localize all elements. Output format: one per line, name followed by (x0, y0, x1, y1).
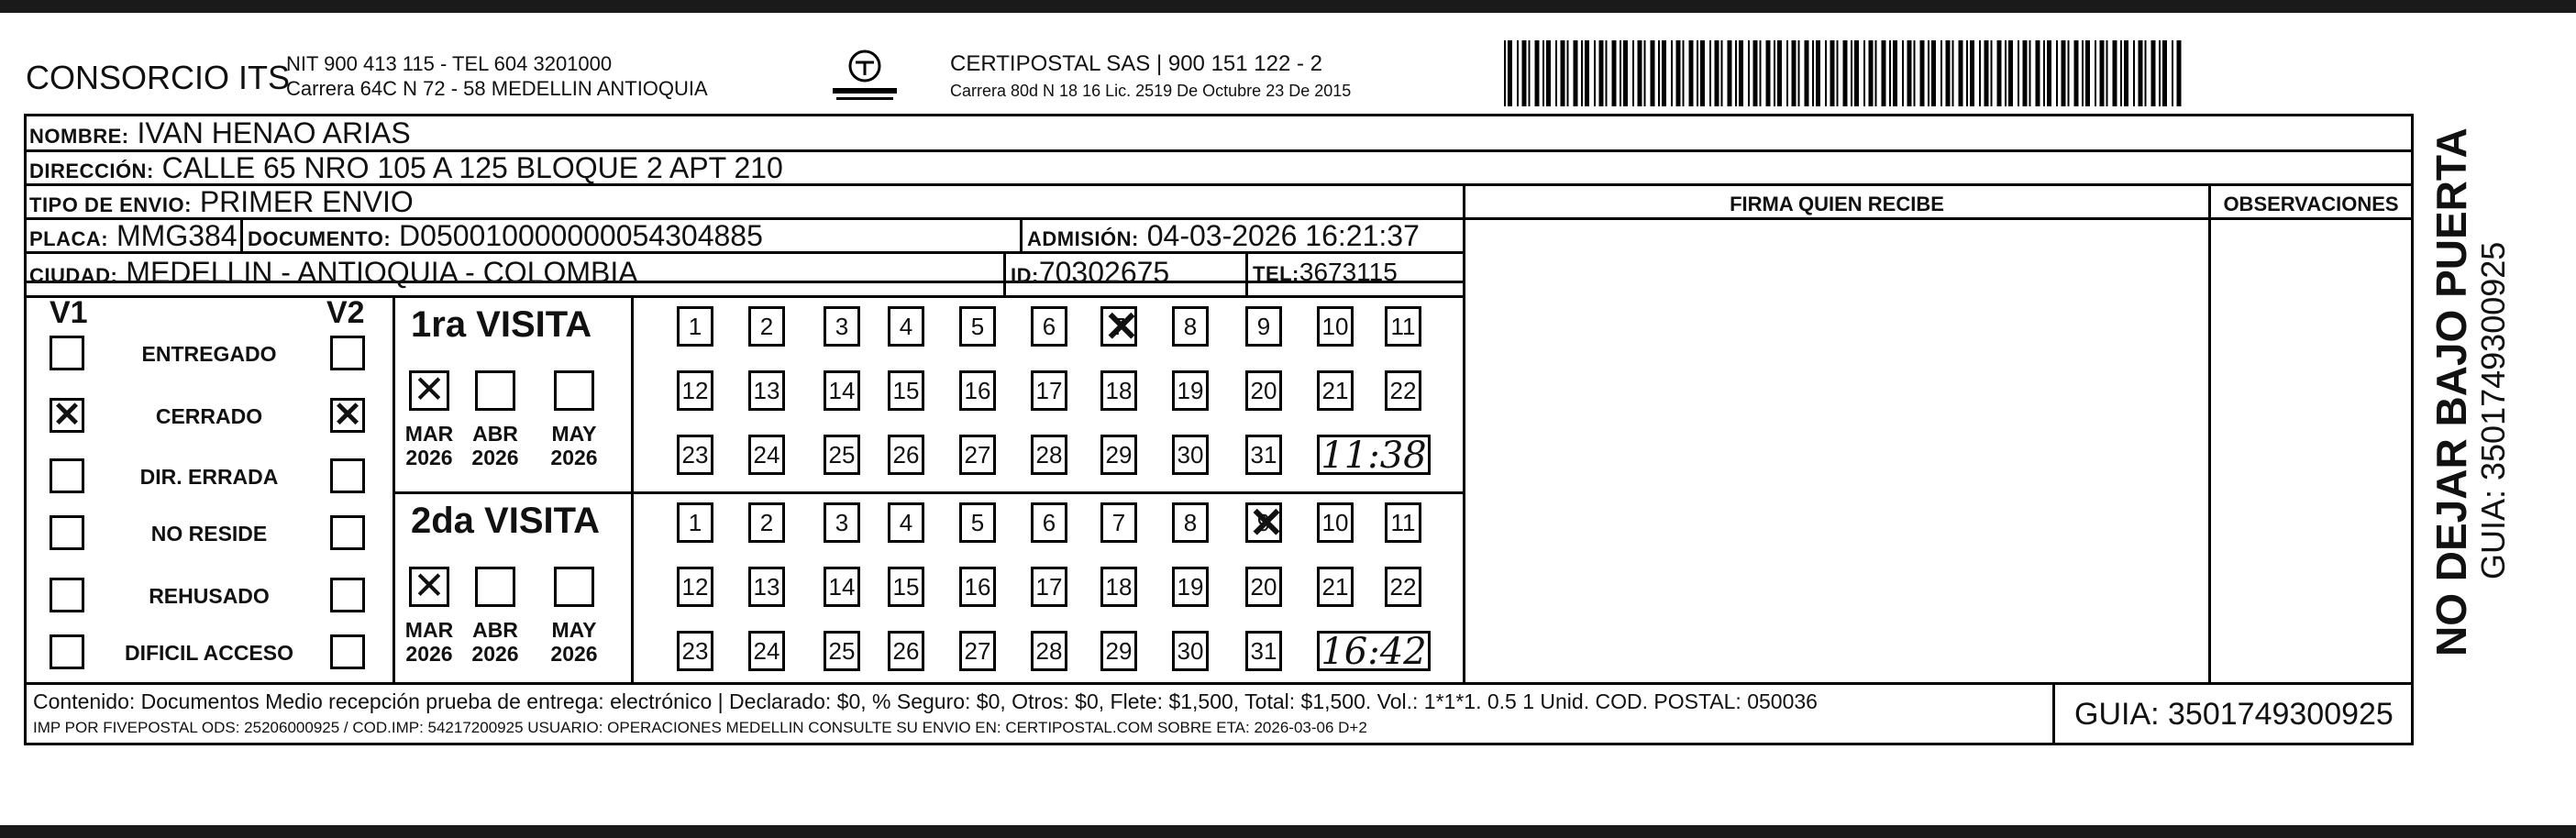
barcode-bar (1581, 40, 1583, 106)
visit-title: 2da VISITA (411, 501, 600, 541)
barcode-bar (2124, 40, 2128, 106)
do-not-leave-under-door: NO DEJAR BAJO PUERTA (2427, 127, 2475, 656)
barcode-bar (2074, 40, 2079, 106)
month-checkbox[interactable] (409, 370, 449, 411)
day-box[interactable]: 3 (824, 306, 860, 347)
month-year: 2026 (550, 642, 598, 666)
barcode-bar (1555, 40, 1557, 106)
rule (24, 295, 1465, 298)
barcode-bar (2029, 40, 2031, 106)
barcode-bar (1991, 40, 1993, 106)
barcode-bar (1774, 40, 1775, 106)
month-year: 2026 (405, 642, 453, 666)
barcode-bar (1567, 40, 1569, 106)
barcode-bar (2082, 40, 2084, 106)
field-label: TEL: (1253, 262, 1299, 285)
company-address: Carrera 64C N 72 - 58 MEDELLIN ANTIOQUIA (286, 77, 708, 100)
day-box[interactable]: 28 (1031, 435, 1067, 475)
rule (24, 743, 2414, 745)
barcode-bar (1632, 40, 1634, 106)
rule (24, 114, 27, 745)
barcode-bar (2106, 40, 2108, 106)
month-label (541, 618, 607, 666)
day-box[interactable]: 17 (1031, 567, 1067, 607)
day-box[interactable]: 22 (1385, 370, 1421, 411)
v1-checkbox[interactable] (50, 398, 84, 433)
field-label: CIUDAD: (29, 264, 118, 287)
barcode-bar (1658, 40, 1660, 106)
rule (1003, 251, 1006, 295)
barcode-bar (2113, 40, 2117, 106)
day-box[interactable]: 29 (1100, 631, 1137, 671)
barcode-bar (1644, 40, 1646, 106)
day-box[interactable]: 8 (1172, 502, 1209, 543)
day-box[interactable]: 3 (824, 502, 860, 543)
month-label (541, 422, 607, 469)
barcode-bar (1825, 40, 1827, 106)
v1-checkbox[interactable] (50, 515, 84, 550)
barcode-bar (1620, 40, 1621, 106)
barcode-bar (1728, 40, 1732, 106)
barcode-bar (1979, 40, 1981, 106)
barcode-bar (1529, 40, 1531, 106)
rule (631, 295, 634, 685)
company-nit-tel: NIT 900 413 115 - TEL 604 3201000 (286, 52, 613, 75)
day-box[interactable]: 12 (677, 567, 713, 607)
barcode-bar (1889, 40, 1891, 106)
day-box[interactable]: 31 (1245, 631, 1282, 671)
barcode-bar (1542, 40, 1544, 106)
barcode-bar (1561, 40, 1565, 106)
document-value: D050010000000054304885 (399, 219, 763, 252)
month-year: 2026 (471, 446, 519, 469)
month-checkbox[interactable] (475, 567, 515, 607)
tel-value: 3673115 (1299, 258, 1398, 286)
barcode-bar (1574, 40, 1578, 106)
barcode-bar (1946, 40, 1951, 106)
plate-value: MMG384 (116, 219, 238, 252)
barcode-bar (1959, 40, 1963, 106)
barcode-bar (1671, 40, 1673, 106)
barcode-bar (1952, 40, 1954, 106)
barcode-bar (1735, 40, 1737, 106)
v1-checkbox[interactable] (50, 634, 84, 669)
rule (1245, 251, 1248, 295)
day-box[interactable]: 19 (1172, 567, 1209, 607)
day-box[interactable]: 14 (824, 567, 860, 607)
barcode-bar (2062, 40, 2066, 106)
barcode-bar (2145, 40, 2147, 106)
barcode (1504, 40, 2188, 106)
barcode-bar (1843, 40, 1848, 106)
rule (1020, 217, 1023, 251)
month-label (396, 618, 462, 666)
barcode-bar (1893, 40, 1897, 106)
month-label (462, 422, 528, 469)
city-value: MEDELLIN - ANTIOQUIA - COLOMBIA (126, 256, 638, 289)
barcode-bar (1662, 40, 1666, 106)
barcode-bar (1970, 40, 1974, 106)
month-name: MAY (551, 618, 597, 642)
barcode-bar (2177, 40, 2182, 106)
barcode-bar (1931, 40, 1936, 106)
company-name: CONSORCIO ITS (26, 59, 291, 96)
day-box[interactable]: 30 (1172, 435, 1209, 475)
barcode-bar (1882, 40, 1886, 106)
month-label (396, 422, 462, 469)
barcode-bar (2068, 40, 2070, 106)
day-box[interactable]: 6 (1031, 502, 1067, 543)
barcode-bar (1920, 40, 1925, 106)
barcode-bar (2036, 40, 2040, 106)
day-box[interactable]: 15 (888, 567, 924, 607)
barcode-bar (1940, 40, 1942, 106)
day-box[interactable]: 18 (1100, 567, 1137, 607)
barcode-bar (2047, 40, 2051, 106)
barcode-bar (2172, 40, 2173, 106)
day-box[interactable]: 20 (1245, 370, 1282, 411)
address-value: CALLE 65 NRO 105 A 125 BLOQUE 2 APT 210 (161, 151, 783, 184)
v2-checkbox[interactable] (330, 578, 365, 612)
visit-time-handwritten[interactable]: 16:42 (1317, 631, 1431, 671)
v2-checkbox[interactable] (330, 458, 365, 493)
barcode-bar (2023, 40, 2028, 106)
field-label: TIPO DE ENVIO: (29, 193, 192, 216)
barcode-bar (1985, 40, 1989, 106)
barcode-bar (1689, 40, 1694, 106)
v1-checkbox[interactable] (50, 458, 84, 493)
admission-value: 04-03-2026 16:21:37 (1146, 219, 1420, 252)
shipment-type-field (29, 186, 414, 221)
address-field (29, 152, 783, 187)
barcode-bar (2043, 40, 2045, 106)
barcode-bar (1805, 40, 1809, 106)
barcode-bar (1812, 40, 1814, 106)
status-label: CERRADO (155, 404, 263, 428)
day-box[interactable]: 15 (888, 370, 924, 411)
rule (2052, 682, 2055, 745)
bottom-edge-bar (0, 825, 2576, 838)
field-label: NOMBRE: (29, 125, 129, 148)
month-name: MAY (551, 422, 597, 446)
recipient-name-field (29, 117, 411, 152)
barcode-bar (1638, 40, 1642, 106)
rule (392, 491, 1465, 494)
city-field (29, 257, 638, 292)
tel-field (1253, 257, 1398, 290)
observations-header: OBSERVACIONES (2223, 193, 2399, 215)
month-name: ABR (472, 422, 518, 446)
barcode-bar (2085, 40, 2090, 106)
day-box[interactable]: 7 (1100, 502, 1137, 543)
barcode-bar (1700, 40, 1705, 106)
day-box[interactable]: 17 (1031, 370, 1067, 411)
certipostal-license: Carrera 80d N 18 16 Lic. 2519 De Octubre 23 De 2015 (950, 82, 1352, 100)
barcode-bar (2151, 40, 2156, 106)
barcode-bar (1837, 40, 1839, 106)
barcode-bar (2159, 40, 2161, 106)
rule (24, 682, 2414, 685)
barcode-bar (1854, 40, 1859, 106)
status-label: DIR. ERRADA (139, 465, 279, 489)
day-box[interactable]: 10 (1317, 306, 1354, 347)
status-label: NO RESIDE (150, 522, 268, 546)
v1-header: V1 (50, 295, 88, 330)
day-box[interactable]: 9 (1245, 306, 1282, 347)
document-field (248, 220, 763, 255)
day-box[interactable]: 12 (677, 370, 713, 411)
barcode-bar (1777, 40, 1782, 106)
admission-field (1027, 220, 1420, 255)
barcode-bar (1902, 40, 1904, 106)
visit-time-handwritten[interactable]: 11:38 (1317, 435, 1431, 475)
day-box[interactable]: 11 (1385, 502, 1421, 543)
v2-checkbox[interactable] (330, 398, 365, 433)
day-box[interactable]: 4 (888, 502, 924, 543)
day-box[interactable]: 6 (1031, 306, 1067, 347)
barcode-bar (1966, 40, 1968, 106)
field-label: DIRECCIÓN: (29, 160, 154, 182)
v2-checkbox[interactable] (330, 336, 365, 370)
certipostal-logo-icon (824, 46, 906, 106)
field-label: DOCUMENTO: (248, 227, 392, 250)
month-checkbox[interactable] (554, 567, 594, 607)
barcode-bar (1585, 40, 1589, 106)
rule (240, 217, 243, 251)
day-box[interactable]: 10 (1317, 502, 1354, 543)
day-box[interactable]: 28 (1031, 631, 1067, 671)
day-box[interactable]: 7 ✕ (1100, 306, 1137, 347)
day-box[interactable]: 27 (959, 435, 996, 475)
month-name: MAR (404, 422, 454, 446)
day-box[interactable]: 25 (824, 631, 860, 671)
day-box[interactable]: 24 (748, 631, 785, 671)
day-box[interactable]: 2 (748, 502, 785, 543)
day-box[interactable]: 29 (1100, 435, 1137, 475)
status-label: ENTREGADO (141, 342, 277, 366)
day-box[interactable]: 26 (888, 435, 924, 475)
month-label (462, 618, 528, 666)
status-label: DIFICIL ACCESO (124, 641, 293, 665)
barcode-bar (1697, 40, 1698, 106)
barcode-bar (1676, 40, 1681, 106)
day-box[interactable]: 24 (748, 435, 785, 475)
month-checkbox[interactable] (475, 370, 515, 411)
day-box[interactable]: 20 (1245, 567, 1282, 607)
month-checkbox[interactable] (409, 567, 449, 607)
day-box[interactable]: 19 (1172, 370, 1209, 411)
month-checkbox[interactable] (554, 370, 594, 411)
barcode-bar (1504, 40, 1506, 106)
barcode-bar (2133, 40, 2135, 106)
rule (2208, 183, 2211, 685)
day-box[interactable]: 16 (959, 567, 996, 607)
day-box[interactable]: 5 (959, 306, 996, 347)
visit-title: 1ra VISITA (411, 304, 592, 345)
day-box[interactable]: 26 (888, 631, 924, 671)
plate-field (29, 220, 238, 255)
month-year: 2026 (471, 642, 519, 666)
v2-checkbox[interactable] (330, 515, 365, 550)
day-box[interactable]: 4 (888, 306, 924, 347)
barcode-bar (1739, 40, 1743, 106)
side-guia-number: GUIA: 3501749300925 (2474, 241, 2512, 579)
barcode-bar (2100, 40, 2105, 106)
recipient-name: IVAN HENAO ARIAS (137, 116, 411, 149)
barcode-bar (1907, 40, 1912, 106)
certipostal-nit: CERTIPOSTAL SAS | 900 151 122 - 2 (950, 51, 1322, 76)
day-box[interactable]: 21 (1317, 567, 1354, 607)
day-box[interactable]: 23 (677, 631, 713, 671)
day-box[interactable]: 22 (1385, 567, 1421, 607)
field-label: ADMISIÓN: (1027, 227, 1139, 250)
v2-checkbox[interactable] (330, 634, 365, 669)
rule (392, 295, 395, 685)
day-box[interactable]: 16 (959, 370, 996, 411)
day-box[interactable]: 2 (748, 306, 785, 347)
day-box[interactable]: 5 (959, 502, 996, 543)
barcode-bar (1928, 40, 1929, 106)
barcode-bar (1792, 40, 1797, 106)
rule (1463, 183, 1465, 685)
barcode-bar (1517, 40, 1519, 106)
day-box[interactable]: 13 (748, 370, 785, 411)
v1-checkbox[interactable] (50, 578, 84, 612)
barcode-bar (1875, 40, 1877, 106)
day-box[interactable]: 11 (1385, 306, 1421, 347)
barcode-bar (1816, 40, 1820, 106)
barcode-bar (1798, 40, 1800, 106)
barcode-bar (2095, 40, 2096, 106)
barcode-bar (1651, 40, 1655, 106)
day-box[interactable]: 1 (677, 502, 713, 543)
barcode-bar (1594, 40, 1596, 106)
guia-number: GUIA: 3501749300925 (2074, 697, 2394, 732)
day-box[interactable]: 27 (959, 631, 996, 671)
day-box[interactable]: 14 (824, 370, 860, 411)
month-year: 2026 (405, 446, 453, 469)
day-box[interactable]: 23 (677, 435, 713, 475)
print-info-line: IMP POR FIVEPOSTAL ODS: 25206000925 / COD.IMP: 54217200925 USUARIO: OPERACIONES MEDELLIN CONSULTE SU ENVIO EN: CERTIPOSTAL.COM SOBRE ETA: 2026-03-06 D+2 (33, 719, 1367, 736)
day-box[interactable]: 30 (1172, 631, 1209, 671)
day-box[interactable]: 1 (677, 306, 713, 347)
barcode-bar (1766, 40, 1771, 106)
barcode-bar (1863, 40, 1865, 106)
day-box[interactable]: 31 (1245, 435, 1282, 475)
barcode-bar (1914, 40, 1916, 106)
day-box[interactable]: 21 (1317, 370, 1354, 411)
barcode-bar (2056, 40, 2058, 106)
id-value: 70302675 (1038, 256, 1170, 289)
barcode-bar (2162, 40, 2167, 106)
rule (2411, 114, 2414, 745)
barcode-bar (2120, 40, 2122, 106)
day-box[interactable]: 18 (1100, 370, 1137, 411)
month-name: MAR (404, 618, 454, 642)
barcode-bar (1748, 40, 1750, 106)
barcode-bar (1546, 40, 1551, 106)
barcode-bar (1522, 40, 1527, 106)
barcode-bar (1851, 40, 1852, 106)
contents-line: Contenido: Documentos Medio recepción prueba de entrega: electrónico | Declarado: $0, % Seguro: $0, Otros: $0, Flete: $1,500, Total: $1,500. Vol.: 1*1*1. 0.5 1 Unid. COD. POSTAL: 050036 (33, 689, 1818, 713)
day-box[interactable]: 13 (748, 567, 785, 607)
v1-checkbox[interactable] (50, 336, 84, 370)
barcode-bar (1753, 40, 1758, 106)
barcode-bar (1599, 40, 1604, 106)
month-name: ABR (472, 618, 518, 642)
barcode-bar (1709, 40, 1711, 106)
barcode-bar (2139, 40, 2143, 106)
field-label: PLACA: (29, 227, 109, 250)
barcode-bar (2018, 40, 2019, 106)
barcode-bar (2005, 40, 2007, 106)
day-box[interactable]: 25 (824, 435, 860, 475)
v2-header: V2 (326, 295, 365, 330)
barcode-bar (1612, 40, 1617, 106)
top-edge-bar (0, 0, 2576, 13)
barcode-bar (1869, 40, 1874, 106)
barcode-bar (1830, 40, 1835, 106)
barcode-bar (1508, 40, 1512, 106)
barcode-bar (2008, 40, 2013, 106)
day-box[interactable]: 9 ✕ (1245, 502, 1282, 543)
barcode-bar (1535, 40, 1540, 106)
signature-header: FIRMA QUIEN RECIBE (1730, 193, 1944, 215)
barcode-bar (1760, 40, 1762, 106)
field-label: ID: (1011, 264, 1039, 287)
status-label: REHUSADO (149, 584, 270, 608)
barcode-bar (1683, 40, 1685, 106)
barcode-bar (1623, 40, 1628, 106)
barcode-bar (1715, 40, 1719, 106)
month-year: 2026 (550, 446, 598, 469)
barcode-bar (1606, 40, 1608, 106)
id-field (1011, 257, 1169, 292)
day-box[interactable]: 8 (1172, 306, 1209, 347)
barcode-bar (1721, 40, 1723, 106)
barcode-bar (1997, 40, 2002, 106)
barcode-bar (1786, 40, 1788, 106)
shipment-type-value: PRIMER ENVIO (199, 185, 414, 218)
